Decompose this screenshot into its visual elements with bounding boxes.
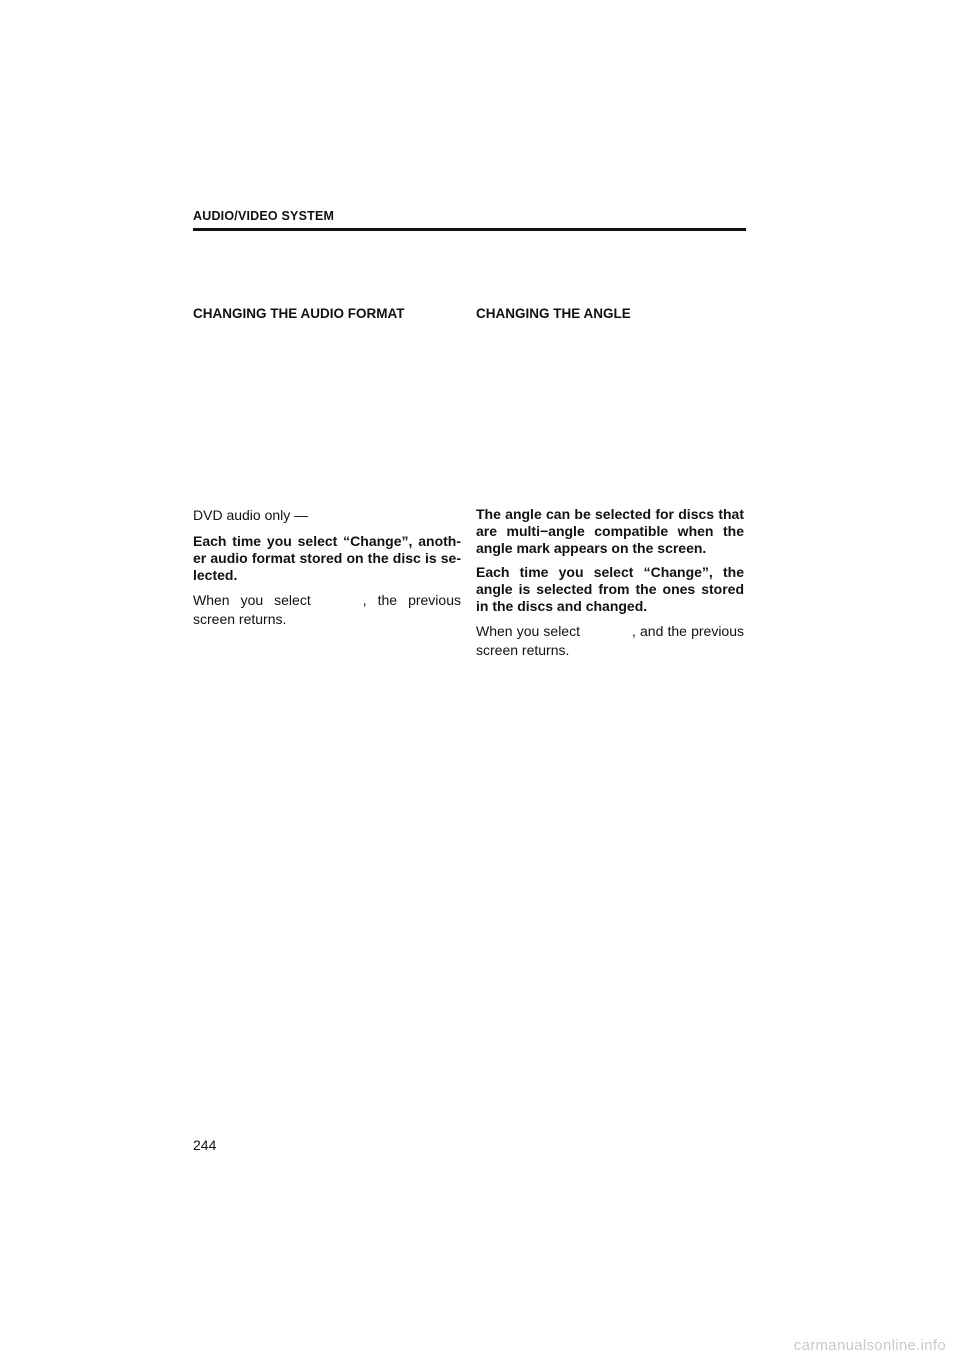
audio-format-return-text	[193, 591, 461, 629]
angle-description: The angle can be selected for discs that are multi−angle compatible when the angle mark appears on the screen.	[476, 506, 744, 556]
angle-return-text	[476, 622, 744, 660]
page-number: 244	[193, 1137, 217, 1153]
return-text-before: When you select	[476, 623, 580, 639]
audio-format-figure-area	[193, 326, 461, 506]
dvd-audio-note: DVD audio only —	[193, 507, 309, 523]
return-text-before: When you select	[193, 592, 311, 608]
right-column	[476, 306, 744, 668]
angle-heading: CHANGING THE ANGLE	[476, 306, 631, 321]
audio-format-heading: CHANGING THE AUDIO FORMAT	[193, 306, 405, 321]
return-text-after: , and the previous screen returns.	[476, 623, 745, 658]
return-text-after: , the previous screen returns.	[193, 592, 461, 627]
section-header: AUDIO/VIDEO SYSTEM	[193, 209, 335, 223]
angle-instruction: Each time you select “Change”, the angle is selected from the ones stored in the discs and changed.	[476, 564, 744, 614]
left-column	[193, 306, 461, 637]
angle-figure-area	[476, 326, 744, 506]
header-rule	[193, 228, 746, 231]
watermark: carmanualsonline.info	[793, 1337, 946, 1354]
audio-format-instruction: Each time you select “Change”, anoth-er audio format stored on the disc is se-lected.	[193, 533, 461, 583]
